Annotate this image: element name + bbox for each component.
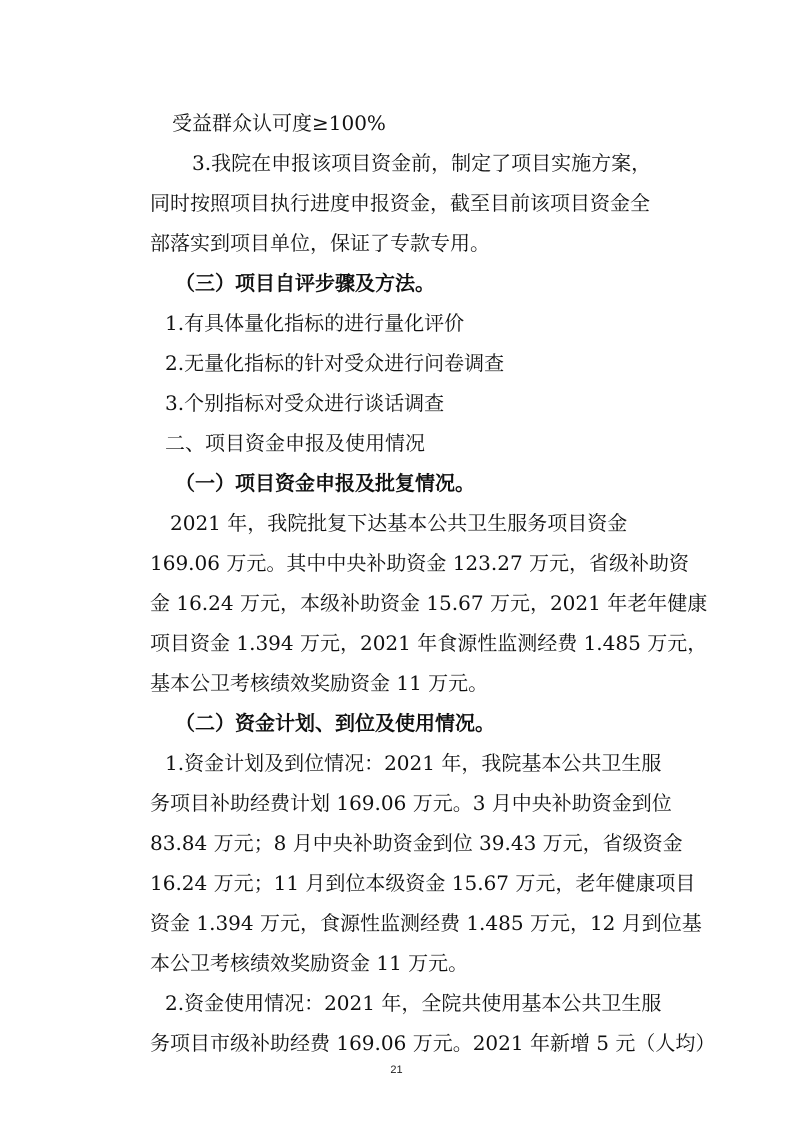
text-line-plan-4: 16.24 万元；11 月到位本级资金 15.67 万元，老年健康项目 xyxy=(150,871,696,895)
text-line-approval-1: 2021 年，我院批复下达基本公共卫生服务项目资金 xyxy=(170,511,628,535)
text-line-plan-5: 资金 1.394 万元，食源性监测经费 1.485 万元，12 月到位基 xyxy=(150,911,702,935)
chapter-heading-funding: 二、项目资金申报及使用情况 xyxy=(165,431,425,455)
page-number: 21 xyxy=(390,1064,403,1076)
text-line-implementation-3: 部落实到项目单位，保证了专款专用。 xyxy=(150,231,490,255)
text-line-satisfaction: 受益群众认可度≥100% xyxy=(172,111,386,135)
text-line-plan-2: 务项目补助经费计划 169.06 万元。3 月中央补助资金到位 xyxy=(150,791,672,815)
section-heading-plan: （二）资金计划、到位及使用情况。 xyxy=(175,711,495,735)
list-item-interview: 3.个别指标对受众进行谈话调查 xyxy=(165,391,445,415)
text-line-approval-4: 项目资金 1.394 万元，2021 年食源性监测经费 1.485 万元， xyxy=(150,631,708,655)
text-line-approval-3: 金 16.24 万元，本级补助资金 15.67 万元，2021 年老年健康 xyxy=(150,591,708,615)
section-heading-application: （一）项目资金申报及批复情况。 xyxy=(175,471,475,495)
text-line-usage-1: 2.资金使用情况：2021 年，全院共使用基本公共卫生服 xyxy=(165,991,662,1015)
text-line-approval-2: 169.06 万元。其中中央补助资金 123.27 万元，省级补助资 xyxy=(150,551,690,575)
section-heading-self-evaluation: （三）项目自评步骤及方法。 xyxy=(175,271,435,295)
text-line-implementation-1: 3.我院在申报该项目资金前，制定了项目实施方案， xyxy=(192,151,652,175)
text-line-usage-2: 务项目市级补助经费 169.06 万元。2021 年新增 5 元（人均） xyxy=(150,1031,716,1055)
list-item-questionnaire: 2.无量化指标的针对受众进行问卷调查 xyxy=(165,351,505,375)
text-line-plan-6: 本公卫考核绩效奖励资金 11 万元。 xyxy=(150,951,469,975)
text-line-plan-3: 83.84 万元；8 月中央补助资金到位 39.43 万元，省级资金 xyxy=(150,831,683,855)
text-line-plan-1: 1.资金计划及到位情况：2021 年，我院基本公共卫生服 xyxy=(165,751,662,775)
text-line-approval-5: 基本公卫考核绩效奖励资金 11 万元。 xyxy=(150,671,489,695)
list-item-quantitative: 1.有具体量化指标的进行量化评价 xyxy=(165,311,465,335)
text-line-implementation-2: 同时按照项目执行进度申报资金，截至目前该项目资金全 xyxy=(150,191,650,215)
